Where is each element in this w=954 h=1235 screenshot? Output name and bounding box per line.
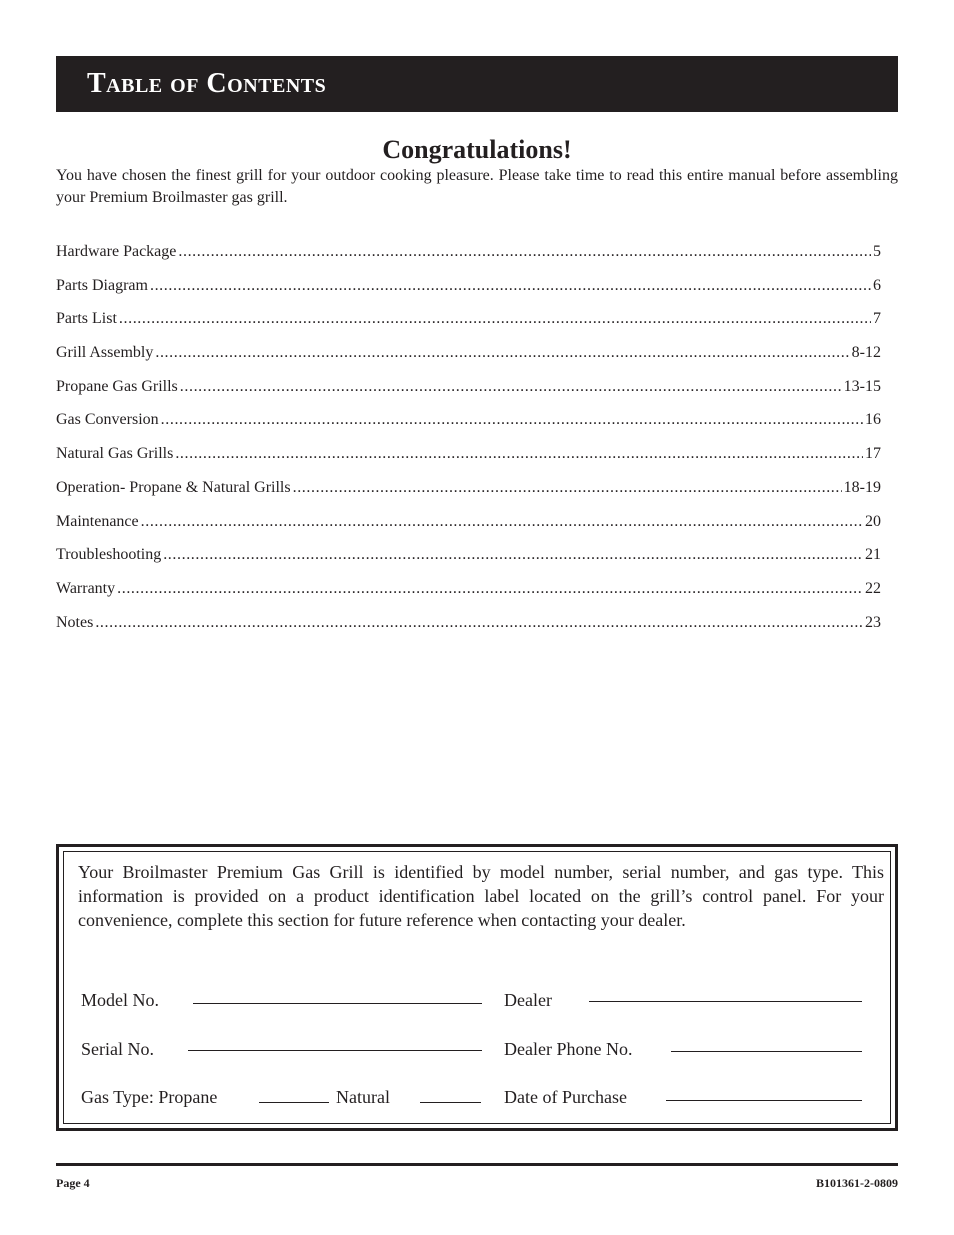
model-number-line[interactable] (193, 1003, 482, 1004)
toc-label: Notes (56, 613, 94, 631)
dot-leader (117, 578, 863, 600)
natural-label: Natural (336, 1087, 390, 1107)
date-of-purchase-line[interactable] (666, 1100, 862, 1101)
dot-leader (161, 409, 863, 431)
toc-page: 22 (865, 579, 881, 597)
toc-label: Maintenance (56, 512, 139, 530)
dot-leader (155, 342, 849, 364)
title-bar (56, 56, 898, 112)
gas-type-propane-label: Gas Type: Propane (81, 1087, 218, 1107)
toc-entry-operation[interactable] (56, 477, 881, 511)
model-number-label: Model No. (81, 990, 159, 1010)
toc-entry-gas-conversion[interactable] (56, 409, 881, 443)
toc-label: Operation- Propane & Natural Grills (56, 478, 291, 496)
toc-label: Natural Gas Grills (56, 445, 174, 463)
dealer-phone-line[interactable] (671, 1051, 862, 1052)
toc-page: 20 (865, 512, 881, 530)
toc-label: Parts List (56, 310, 117, 328)
toc-entry-parts-diagram[interactable] (56, 275, 881, 309)
dot-leader (150, 275, 871, 297)
toc-entry-hardware-package[interactable] (56, 241, 881, 275)
toc-page: 23 (865, 613, 881, 631)
toc-page: 16 (865, 411, 881, 429)
natural-line[interactable] (420, 1102, 481, 1103)
dot-leader (141, 511, 863, 533)
toc-page: 18-19 (843, 478, 881, 496)
dealer-line[interactable] (589, 1001, 862, 1002)
toc-label: Hardware Package (56, 243, 177, 260)
toc-page: 8-12 (851, 344, 881, 362)
serial-number-line[interactable] (188, 1050, 482, 1051)
dot-leader (95, 612, 863, 634)
dot-leader (293, 477, 842, 499)
toc-page: 7 (873, 310, 881, 328)
toc-entry-maintenance[interactable] (56, 511, 881, 545)
page-title: Table of Contents (87, 68, 327, 99)
toc-label: Grill Assembly (56, 344, 154, 362)
page-number: Page 4 (56, 1176, 90, 1190)
toc-entry-propane-gas-grills[interactable] (56, 376, 881, 410)
toc-entry-warranty[interactable] (56, 578, 881, 612)
toc-label: Parts Diagram (56, 276, 148, 294)
table-of-contents (56, 241, 881, 645)
document-code: B101361-2-0809 (816, 1176, 898, 1190)
toc-label: Warranty (56, 579, 116, 597)
dot-leader (180, 376, 842, 398)
intro-paragraph: You have chosen the finest grill for your outdoor cooking pleasure. Please take time to read this entire manual before assembling your Premium Broilmaster gas grill. (56, 167, 898, 206)
toc-page: 21 (865, 546, 881, 564)
propane-line[interactable] (259, 1102, 329, 1103)
toc-entry-troubleshooting[interactable] (56, 544, 881, 578)
toc-entry-grill-assembly[interactable] (56, 342, 881, 376)
toc-label: Propane Gas Grills (56, 377, 178, 395)
dot-leader (163, 544, 863, 566)
dot-leader (178, 241, 871, 263)
dealer-label: Dealer (504, 990, 552, 1010)
toc-page: 6 (873, 276, 881, 294)
date-of-purchase-label: Date of Purchase (504, 1087, 627, 1107)
toc-entry-natural-gas-grills[interactable] (56, 443, 881, 477)
dot-leader (119, 308, 871, 330)
toc-entry-notes[interactable] (56, 612, 881, 646)
serial-number-label: Serial No. (81, 1039, 154, 1059)
product-info-text: Your Broilmaster Premium Gas Grill is identified by model number, serial number, and gas type. This information is provided on a product identification label located on the grill’s control panel. For your convenience, complete this section for future reference when contacting your dealer. (78, 862, 884, 930)
footer-divider (56, 1163, 898, 1166)
toc-entry-parts-list[interactable] (56, 308, 881, 342)
dealer-phone-label: Dealer Phone No. (504, 1039, 633, 1059)
toc-page: 5 (873, 243, 881, 260)
toc-page: 17 (865, 445, 881, 463)
product-info-box (56, 844, 898, 1131)
dot-leader (175, 443, 863, 465)
product-info-inner-border (63, 851, 891, 1124)
toc-page: 13-15 (843, 377, 881, 395)
toc-label: Gas Conversion (56, 411, 159, 429)
toc-label: Troubleshooting (56, 546, 162, 564)
congratulations-heading: Congratulations! (382, 135, 572, 164)
